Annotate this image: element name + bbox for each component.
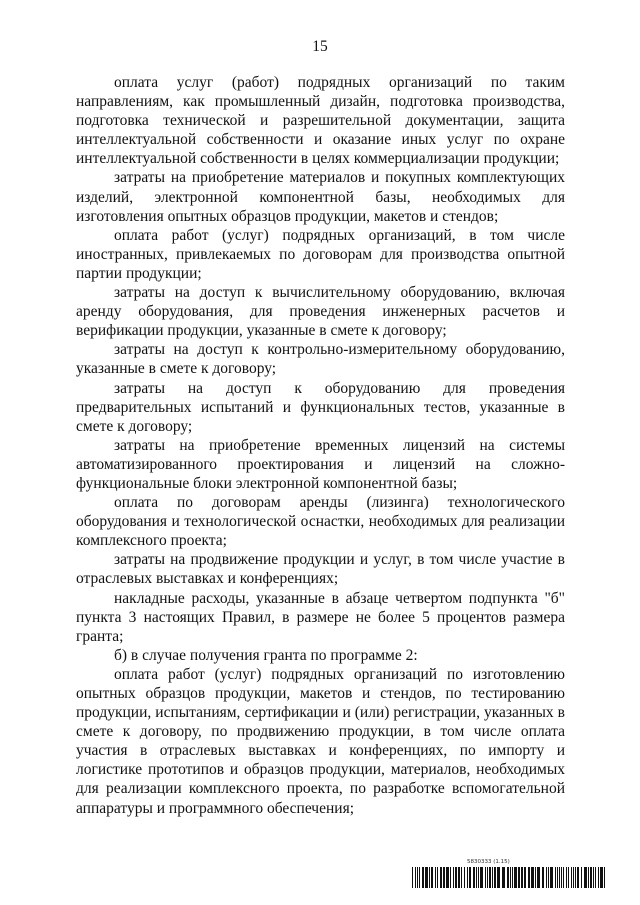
paragraph-8: оплата по договорам аренды (лизинга) технологического оборудования и технологической оснастки, необходимых для реализации комплексного проекта;: [76, 494, 565, 550]
page-number: 15: [312, 38, 328, 55]
paragraph-12: оплата работ (услуг) подрядных организаций по изготовлению опытных образцов продукции, макетов и стендов, по тестированию продукции, испытаниям, сертификации и (или) регистрации, указанных в смете к договору, по продвижению продукции, в том числе оплата участия в отраслевых выставках и конференциях, по импорту и логистике прототипов и образцов продукции, материалов, необходимых для реализации комплексного проекта, по разработке вспомогательной аппаратуры и программного обеспечения;: [76, 665, 565, 817]
paragraph-11: б) в случае получения гранта по программе 2:: [114, 646, 418, 664]
paragraph-7: затраты на приобретение временных лицензий на системы автоматизированного проектирования и лицензий на сложно-функциональные блоки электронной компонентной базы;: [76, 436, 565, 492]
paragraph-1: оплата услуг (работ) подрядных организаций по таким направлениям, как промышленный дизайн, подготовка производства, подготовка технической и разрешительной документации, защита интеллектуальной собственности и оказание иных услуг по охране интеллектуальной собственности в целях коммерциализации продукции;: [76, 74, 565, 168]
paragraph-4: затраты на доступ к вычислительному оборудованию, включая аренду оборудования, для проведения инженерных расчетов и верификации продукции, указанные в смете к договору;: [76, 284, 565, 340]
paragraph-2: затраты на приобретение материалов и покупных комплектующих изделий, электронной компонентной базы, необходимых для изготовления опытных образцов продукции, макетов и стендов;: [76, 169, 565, 225]
paragraph-9: затраты на продвижение продукции и услуг, в том числе участие в отраслевых выставках и конференциях;: [76, 551, 565, 588]
document-body: [76, 73, 565, 818]
paragraph-3: оплата работ (услуг) подрядных организаций, в том числе иностранных, привлекаемых по договорам для производства опытной партии продукции;: [76, 226, 565, 282]
paragraph-5: затраты на доступ к контрольно-измерительному оборудованию, указанные в смете к договору;: [76, 341, 565, 378]
barcode: [412, 867, 606, 888]
paragraph-6: затраты на доступ к оборудованию для проведения предварительных испытаний и функциональных тестов, указанные в смете к договору;: [76, 379, 565, 435]
paragraph-10: накладные расходы, указанные в абзаце четвертом подпункта "б" пункта 3 настоящих Правил, в размере не более 5 процентов размера гранта;: [76, 589, 565, 645]
document-code: 5830333 (1.15): [467, 859, 510, 865]
